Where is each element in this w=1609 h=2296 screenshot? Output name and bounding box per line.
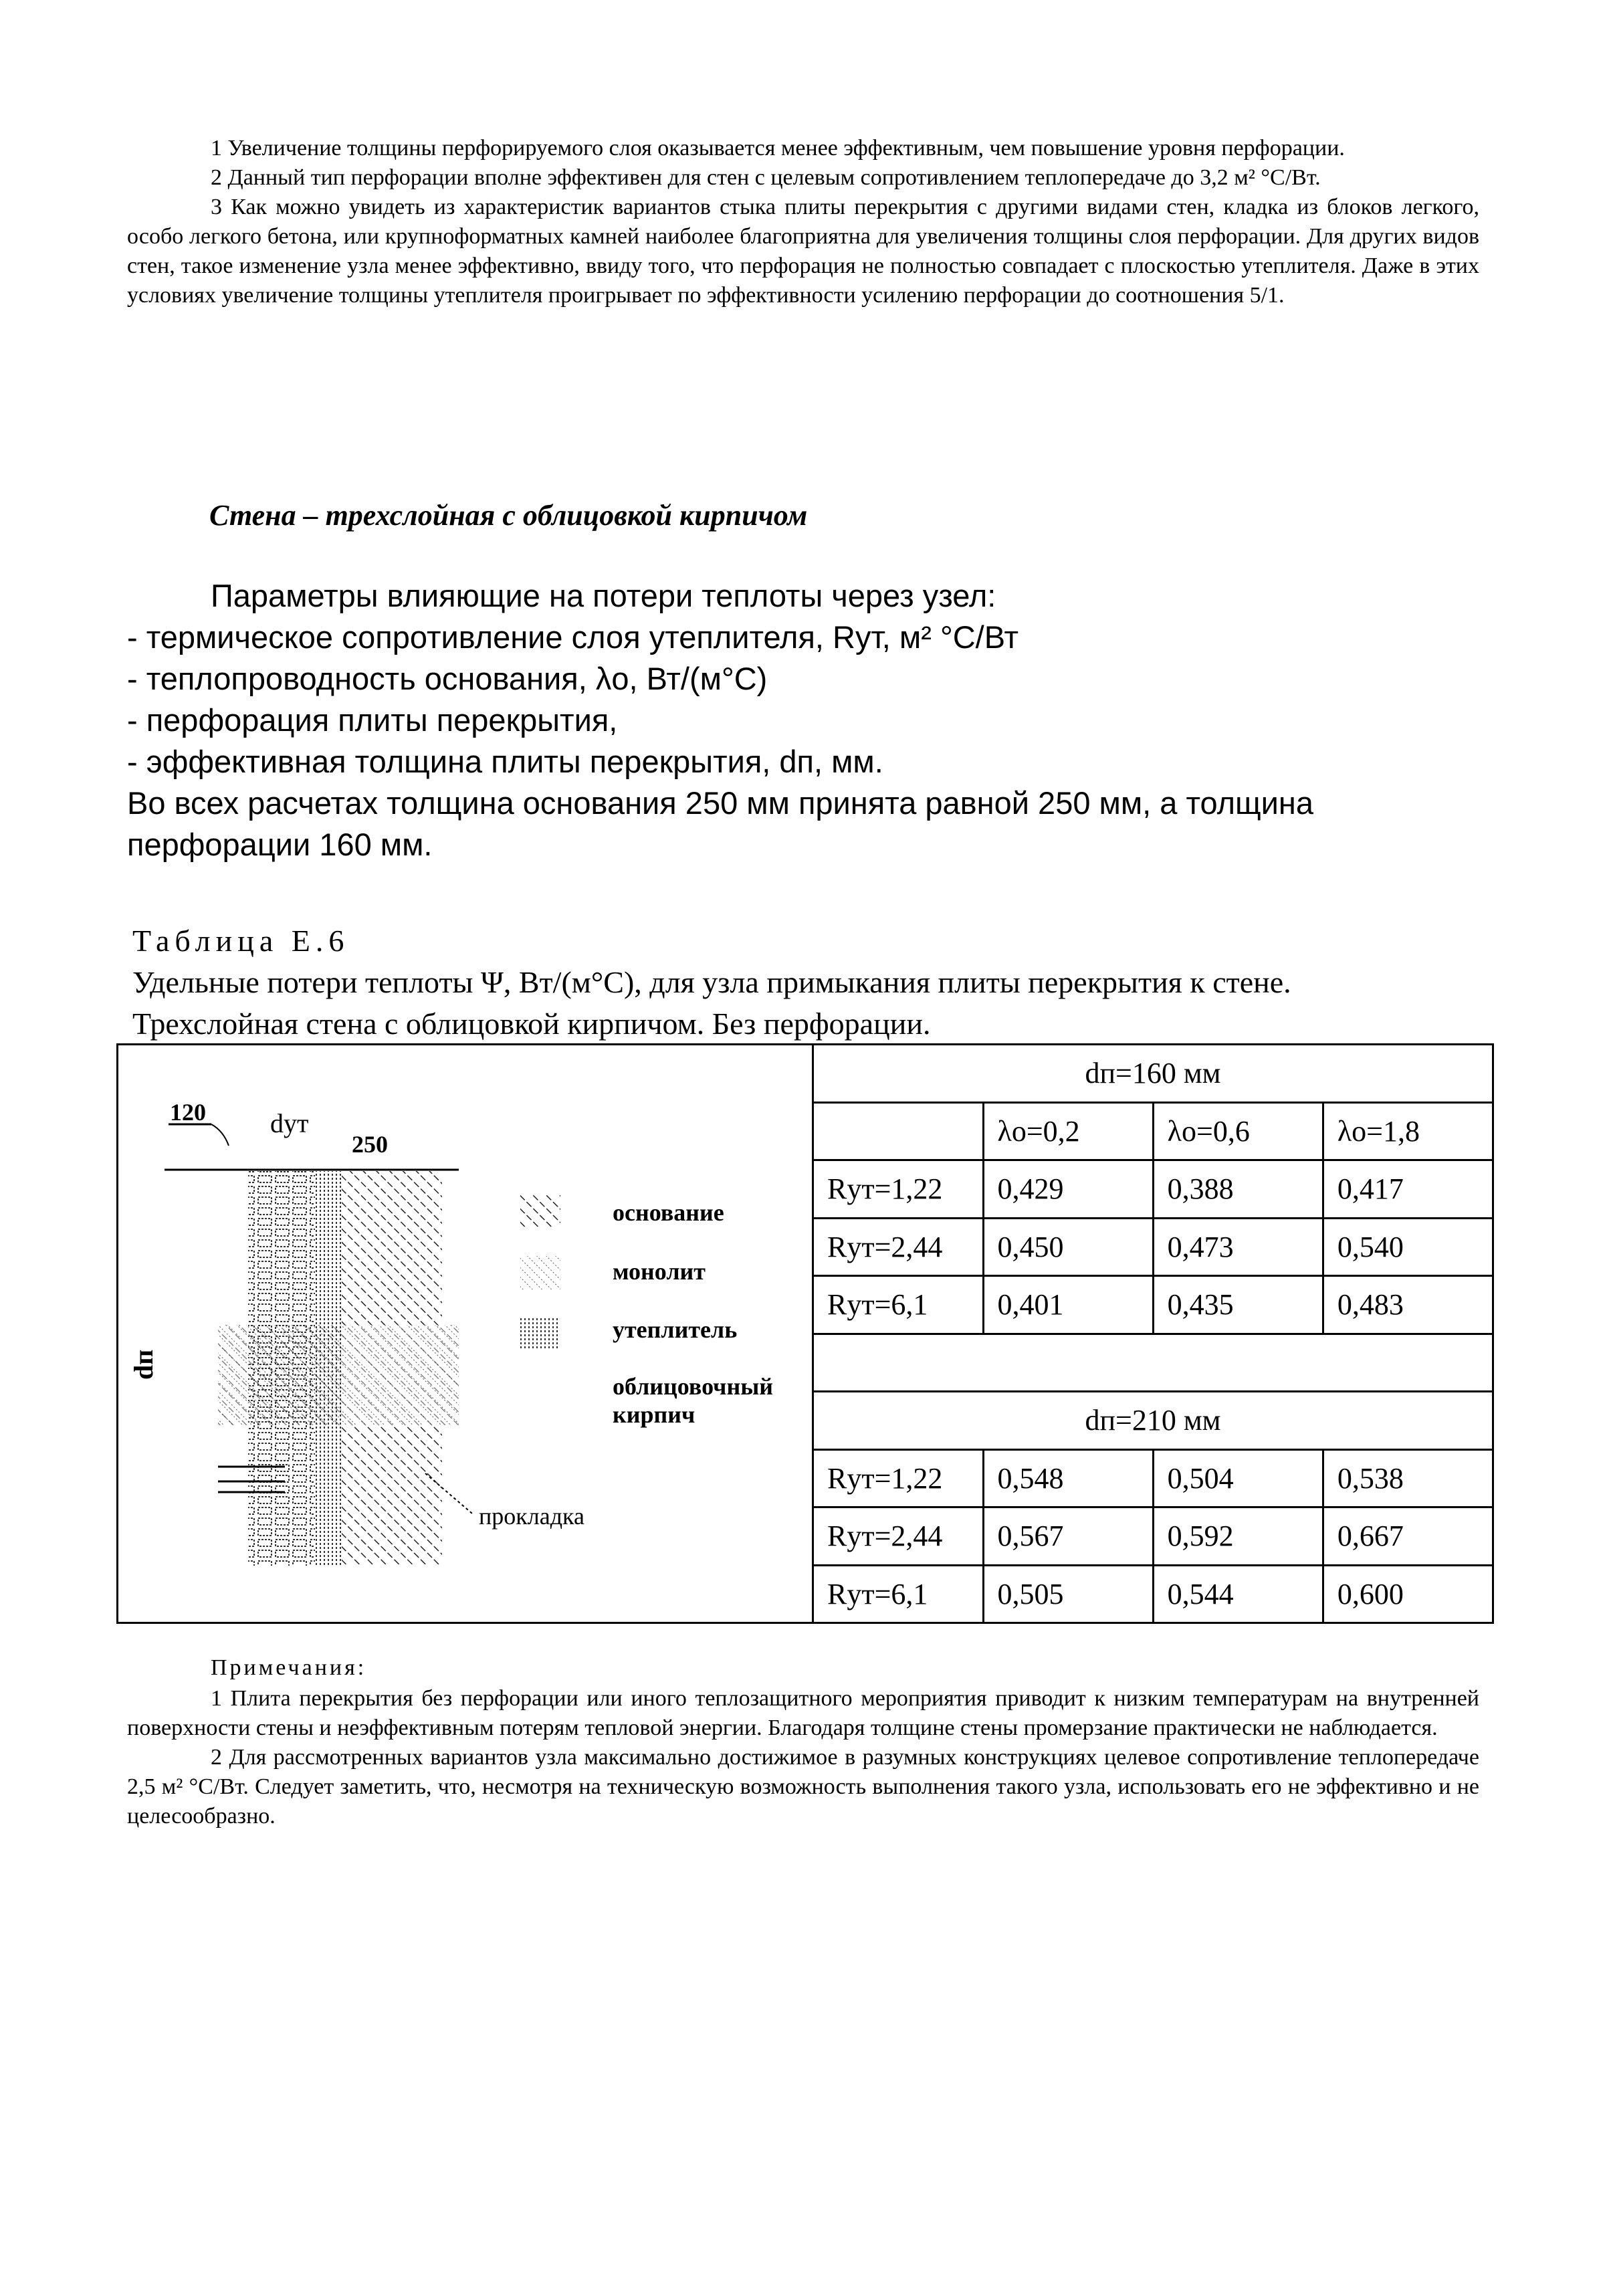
- group-2-header: dп=210 мм: [813, 1392, 1493, 1450]
- legend-facing-brick-label-2: кирпич: [613, 1401, 695, 1428]
- legend-base-label: основание: [613, 1199, 724, 1226]
- legend-monolith-label: монолит: [613, 1258, 706, 1285]
- notes-title: Примечания:: [211, 1655, 367, 1680]
- table-cell: 0,667: [1323, 1507, 1493, 1566]
- legend-insulation-label: утеплитель: [613, 1316, 738, 1343]
- column-header: λо=0,6: [1153, 1102, 1323, 1160]
- table-row: [813, 1507, 1493, 1566]
- table-cell: 0,483: [1323, 1276, 1493, 1334]
- bottom-note-2: 2 Для рассмотренных вариантов узла максимально достижимое в разумных конструкциях целевое сопротивление теплопередаче 2,5 м² °С/Вт. Следует заметить, что, несмотря на техническую возможность выполнения такого узла, использовать его не эффективно и не целесообразно.: [127, 1745, 1479, 1829]
- table-cell: 0,429: [983, 1160, 1153, 1219]
- table-cell: 0,401: [983, 1276, 1153, 1334]
- heat-loss-table: [812, 1043, 1494, 1624]
- section-heading: Стена – трехслойная с облицовкой кирпичом: [209, 499, 808, 532]
- param-item: - теплопроводность основания, λо, Вт/(м°С): [127, 661, 768, 696]
- table-cell: 0,505: [983, 1565, 1153, 1623]
- table-row: [813, 1218, 1493, 1276]
- legend-swatch-monolith: [520, 1256, 560, 1289]
- dim-dp-label: dп: [128, 1349, 158, 1380]
- table-cell: 0,567: [983, 1507, 1153, 1566]
- table-column-header-row: [813, 1102, 1493, 1160]
- row-label: Rут=2,44: [813, 1218, 984, 1276]
- table-group-header-row: [813, 1392, 1493, 1450]
- row-label: Rут=6,1: [813, 1565, 984, 1623]
- table-cell: 0,544: [1153, 1565, 1323, 1623]
- top-note-2: 2 Данный тип перфорации вполне эффективен для стен с целевым сопротивлением теплопередаче до 3,2 м² °С/Вт.: [211, 165, 1321, 190]
- table-label: Таблица Е.6: [132, 924, 350, 958]
- param-item: - перфорация плиты перекрытия,: [127, 702, 618, 738]
- empty-header-cell: [813, 1102, 984, 1160]
- table-cell: 0,548: [983, 1449, 1153, 1507]
- table-cell: 0,473: [1153, 1218, 1323, 1276]
- gasket-label: прокладка: [479, 1503, 584, 1530]
- param-item: - эффективная толщина плиты перекрытия, dп, мм.: [127, 744, 883, 779]
- top-note-3: 3 Как можно увидеть из характеристик вариантов стыка плиты перекрытия с другими видами стен, кладка из блоков легкого, особо легкого бетона, или крупноформатных камней наиболее благоприятна для увеличения толщины слоя перфорации. Для других видов стен, такое изменение узла менее эффективно, ввиду того, что перфорация не полностью совпадает с плоскостью утеплителя. Даже в этих условиях увеличение толщины утеплителя проигрывает по эффективности усилению перфорации до соотношения 5/1.: [127, 195, 1479, 308]
- empty-row: [813, 1334, 1493, 1392]
- row-label: Rут=1,22: [813, 1160, 984, 1219]
- parameters-block: [127, 575, 1485, 865]
- row-label: Rут=6,1: [813, 1276, 984, 1334]
- group-1-header: dп=160 мм: [813, 1045, 1493, 1103]
- table-cell: 0,504: [1153, 1449, 1323, 1507]
- table-cell: 0,450: [983, 1218, 1153, 1276]
- table-cell: 0,592: [1153, 1507, 1323, 1566]
- bottom-notes: [127, 1653, 1479, 1831]
- table-group-header-row: [813, 1045, 1493, 1103]
- params-intro: Параметры влияющие на потери теплоты через узел:: [211, 578, 996, 613]
- column-header: λо=1,8: [1323, 1102, 1493, 1160]
- table-row: [813, 1160, 1493, 1219]
- table-cell: 0,600: [1323, 1565, 1493, 1623]
- table-row: [813, 1449, 1493, 1507]
- column-header: λо=0,2: [983, 1102, 1153, 1160]
- table-caption-line-2: Трехслойная стена с облицовкой кирпичом. Без перфорации.: [132, 1007, 931, 1041]
- dim-120-label: 120: [170, 1099, 206, 1126]
- top-notes: [127, 134, 1479, 310]
- legend-facing-brick-label-1: облицовочный: [613, 1373, 774, 1400]
- row-label: Rут=1,22: [813, 1449, 984, 1507]
- table-caption: [132, 962, 1490, 1045]
- table-cell: 0,538: [1323, 1449, 1493, 1507]
- table-cell: 0,435: [1153, 1276, 1323, 1334]
- table-cell: 0,388: [1153, 1160, 1323, 1219]
- table-cell: 0,540: [1323, 1218, 1493, 1276]
- dim-250-label: 250: [352, 1131, 388, 1158]
- dim-dut-label: dут: [270, 1108, 309, 1138]
- param-item: - термическое сопротивление слоя утеплителя, Rут, м² °С/Вт: [127, 619, 1019, 655]
- junction-drawing: [118, 1045, 812, 1622]
- bottom-note-1: 1 Плита перекрытия без перфорации или иного теплозащитного мероприятия приводит к низким температурам на внутренней поверхности стены и неэффективным потерям тепловой энергии. Благодаря толщине стены промерзание практически не наблюдается.: [127, 1686, 1479, 1740]
- legend-swatch-insulation: [520, 1316, 560, 1350]
- params-conclusion: Во всех расчетах толщина основания 250 мм принята равной 250 мм, а толщина перфорации 160 мм.: [127, 785, 1314, 862]
- table-cell: 0,417: [1323, 1160, 1493, 1219]
- table-spacer-row: [813, 1334, 1493, 1392]
- table-caption-line-1: Удельные потери теплоты Ψ, Вт/(м°С), для узла примыкания плиты перекрытия к стене.: [132, 965, 1291, 999]
- legend-swatch-base: [520, 1194, 560, 1228]
- top-note-1: 1 Увеличение толщины перфорируемого слоя оказывается менее эффективным, чем повышение уровня перфорации.: [211, 136, 1345, 161]
- table-row: [813, 1276, 1493, 1334]
- table-row: [813, 1565, 1493, 1623]
- row-label: Rут=2,44: [813, 1507, 984, 1566]
